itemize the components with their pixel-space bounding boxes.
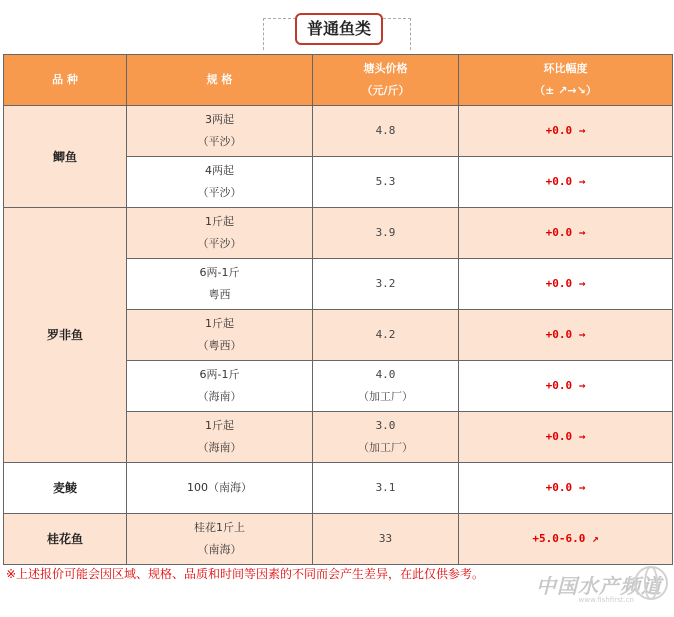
spec-line: （南海）: [197, 543, 242, 556]
change-cell: +5.0-6.0 ↗: [459, 514, 673, 565]
price-cell: [313, 157, 459, 208]
footnote: ※上述报价可能会因区域、规格、品质和时间等因素的不同而会产生差异，在此仅供参考。: [6, 567, 485, 581]
price-cell: [313, 310, 459, 361]
spec-line: （平沙）: [197, 237, 242, 250]
price-cell: [313, 361, 459, 412]
price-table: [3, 54, 673, 565]
table-row: [4, 208, 673, 259]
variety-cell: 桂花鱼: [4, 514, 127, 565]
price-value: 3.2: [375, 277, 396, 290]
header-spec: 规 格: [127, 55, 313, 106]
spec-cell: [127, 157, 313, 208]
change-cell: +0.0 →: [459, 463, 673, 514]
header-price-line2: （元/斤）: [361, 84, 410, 97]
table-row: [4, 463, 673, 514]
change-cell: +0.0 →: [459, 259, 673, 310]
price-cell: [313, 412, 459, 463]
price-cell: [313, 463, 459, 514]
spec-line: 桂花1斤上: [194, 521, 245, 534]
variety-cell: 罗非鱼: [4, 208, 127, 463]
spec-line: （粤西）: [197, 339, 242, 352]
table-row: [4, 106, 673, 157]
spec-line: 100（南海）: [187, 481, 252, 494]
change-cell: +0.0 →: [459, 361, 673, 412]
price-cell: [313, 514, 459, 565]
change-cell: +0.0 →: [459, 106, 673, 157]
table-header-row: [4, 55, 673, 106]
price-value: 3.0: [375, 419, 396, 432]
spec-line: （平沙）: [197, 135, 242, 148]
section-title: 普通鱼类: [295, 13, 383, 45]
spec-line: （海南）: [197, 390, 242, 403]
spec-cell: [127, 463, 313, 514]
price-value: 4.2: [375, 328, 396, 341]
title-dotted-right: [410, 18, 411, 50]
header-change-line2: （± ↗→↘）: [534, 84, 597, 97]
price-value: 4.8: [375, 124, 396, 137]
spec-line: 6两-1斤: [199, 368, 240, 381]
spec-line: （海南）: [197, 441, 242, 454]
spec-line: （平沙）: [197, 186, 242, 199]
spec-line: 4两起: [205, 164, 234, 177]
price-value: 3.1: [375, 481, 396, 494]
price-note: （加工厂）: [358, 390, 413, 403]
variety-cell: 麦鲮: [4, 463, 127, 514]
watermark-logo: 中国水产频道: [536, 574, 662, 598]
spec-line: 粤西: [208, 288, 231, 301]
table-row: [4, 514, 673, 565]
globe-icon: [634, 566, 668, 600]
spec-line: 6两-1斤: [199, 266, 240, 279]
price-cell: [313, 259, 459, 310]
spec-cell: [127, 259, 313, 310]
header-price: [313, 55, 459, 106]
change-cell: +0.0 →: [459, 208, 673, 259]
price-value: 33: [378, 532, 393, 545]
change-cell: +0.0 →: [459, 412, 673, 463]
price-cell: [313, 208, 459, 259]
header-change: [459, 55, 673, 106]
header-change-line1: 环比幅度: [543, 62, 588, 75]
price-cell: [313, 106, 459, 157]
spec-cell: [127, 106, 313, 157]
variety-cell: 鲫鱼: [4, 106, 127, 208]
header-variety: 品 种: [4, 55, 127, 106]
spec-line: 3两起: [205, 113, 234, 126]
spec-cell: [127, 361, 313, 412]
spec-cell: [127, 412, 313, 463]
header-price-line1: 塘头价格: [363, 62, 408, 75]
price-value: 4.0: [375, 368, 396, 381]
section-title-frame: [263, 10, 411, 50]
price-value: 5.3: [375, 175, 396, 188]
watermark-url: www.fishfirst.cn: [578, 596, 634, 604]
spec-line: 1斤起: [205, 419, 234, 432]
spec-cell: [127, 514, 313, 565]
spec-line: 1斤起: [205, 317, 234, 330]
price-value: 3.9: [375, 226, 396, 239]
spec-cell: [127, 310, 313, 361]
price-note: （加工厂）: [358, 441, 413, 454]
spec-line: 1斤起: [205, 215, 234, 228]
change-cell: +0.0 →: [459, 310, 673, 361]
change-cell: +0.0 →: [459, 157, 673, 208]
title-dotted-left: [263, 18, 264, 50]
spec-cell: [127, 208, 313, 259]
